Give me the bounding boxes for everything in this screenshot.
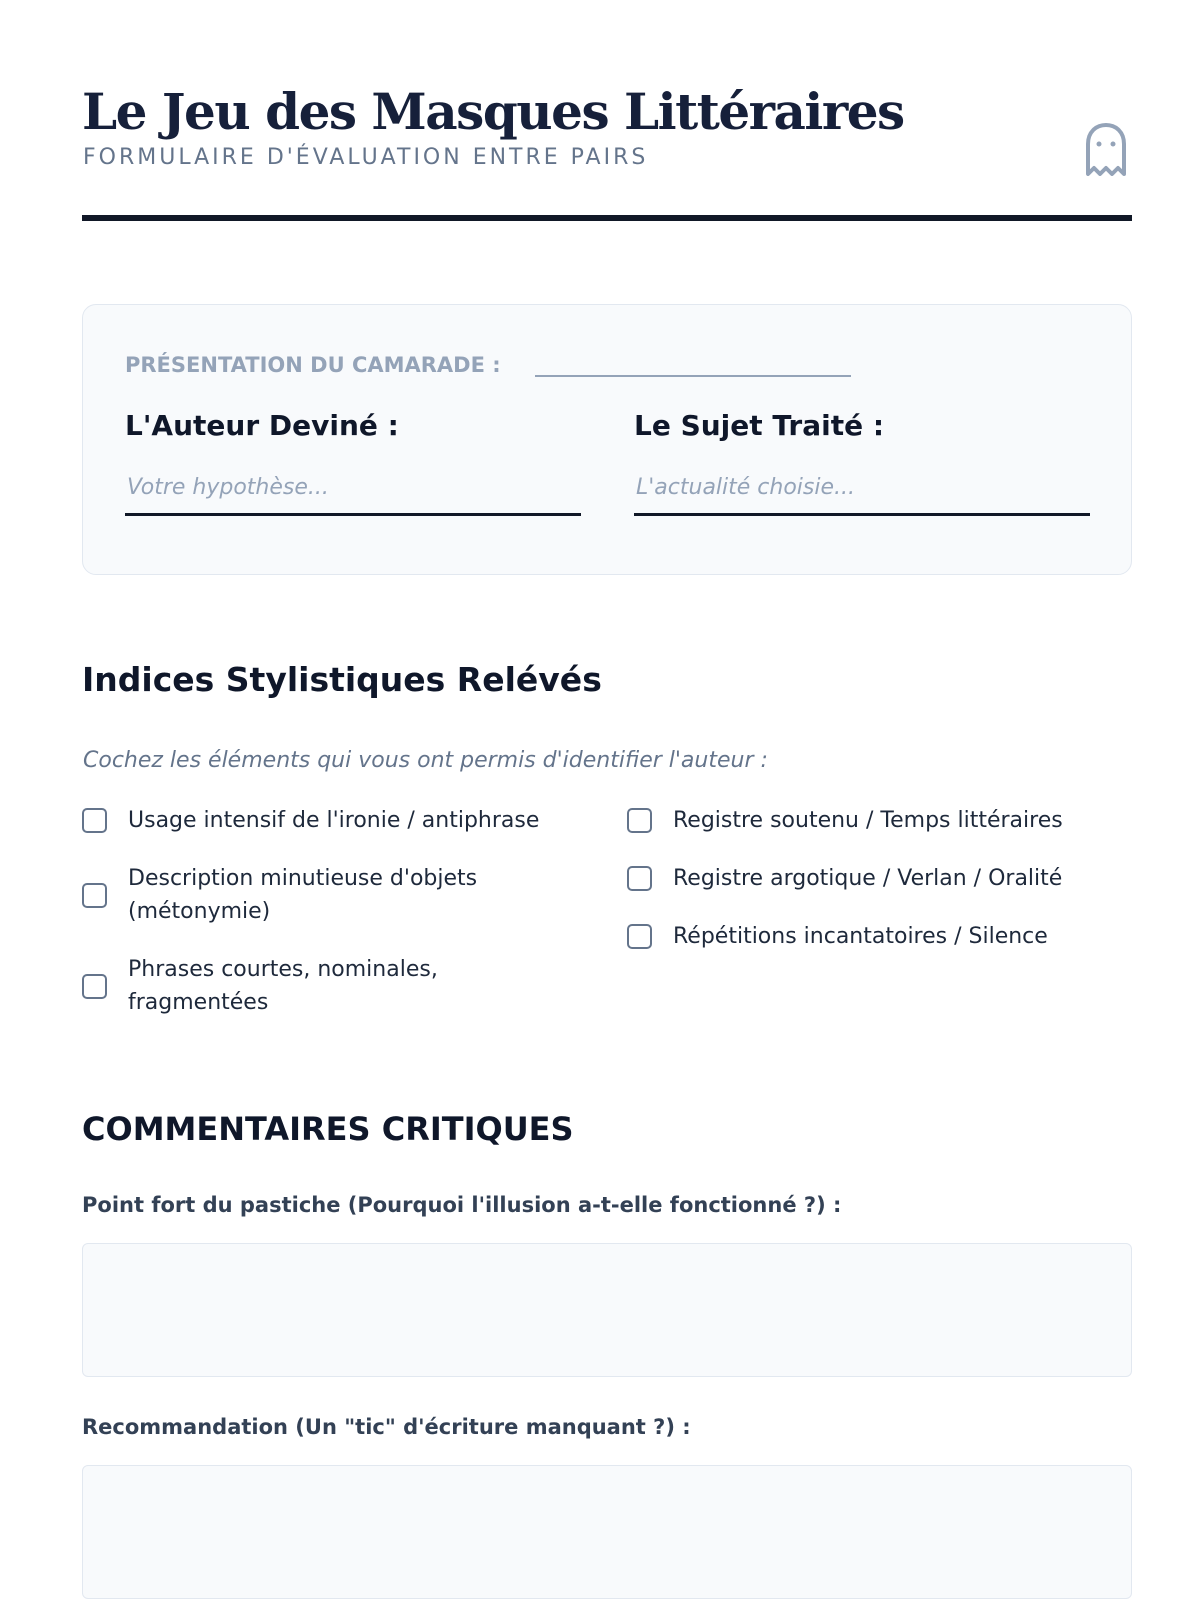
identity-label: PRÉSENTATION DU CAMARADE : [125,353,501,377]
indice-short-sentences[interactable] [82,953,602,1019]
indice-repetitions[interactable] [627,920,1132,953]
indice-formal-register[interactable] [627,804,1132,837]
checkbox[interactable] [627,808,652,833]
recommendation-textarea[interactable] [82,1465,1132,1599]
author-field-title: L'Auteur Deviné : [125,409,399,442]
checkbox[interactable] [82,974,107,999]
ghost-icon [1084,122,1128,176]
strength-label: Point fort du pastiche (Pourquoi l'illusion a-t-elle fonctionné ?) : [82,1193,842,1217]
evaluation-form [82,0,1132,1439]
strength-textarea[interactable] [82,1243,1132,1377]
indice-label: Registre soutenu / Temps littéraires [673,808,1063,833]
checkbox[interactable] [82,808,107,833]
identity-name-line[interactable] [535,375,851,377]
subject-field-title: Le Sujet Traité : [634,409,885,442]
indice-irony[interactable] [82,804,602,837]
checkbox[interactable] [82,883,107,908]
checkbox[interactable] [627,866,652,891]
subject-field [634,409,1090,516]
indice-label: Registre argotique / Verlan / Oralité [673,866,1063,891]
indices-instructions: Cochez les éléments qui vous ont permis d'identifier l'auteur : [83,748,768,773]
comments-heading: COMMENTAIRES CRITIQUES [82,1110,574,1148]
indice-label: Répétitions incantatoires / Silence [673,924,1048,949]
author-field [125,409,581,516]
indice-label: Usage intensif de l'ironie / antiphrase [128,808,540,833]
form-header [82,0,1132,222]
indice-description[interactable] [82,862,602,928]
page-title: Le Jeu des Masques Littéraires [82,82,904,141]
indice-slang-register[interactable] [627,862,1132,895]
indices-column-right [627,804,1132,978]
recommendation-label: Recommandation (Un "tic" d'écriture manquant ?) : [82,1415,691,1439]
page-subtitle: FORMULAIRE D'ÉVALUATION ENTRE PAIRS [83,145,649,170]
indice-label: Description minutieuse d'objets (métonymie) [128,866,478,924]
checkbox[interactable] [627,924,652,949]
indice-label: Phrases courtes, nominales, fragmentées [128,957,438,1015]
indices-heading: Indices Stylistiques Relévés [82,660,602,699]
indices-column-left [82,804,602,1044]
author-input[interactable] [125,470,581,516]
header-rule [82,215,1132,221]
identity-card [82,304,1132,575]
subject-input[interactable] [634,470,1090,516]
